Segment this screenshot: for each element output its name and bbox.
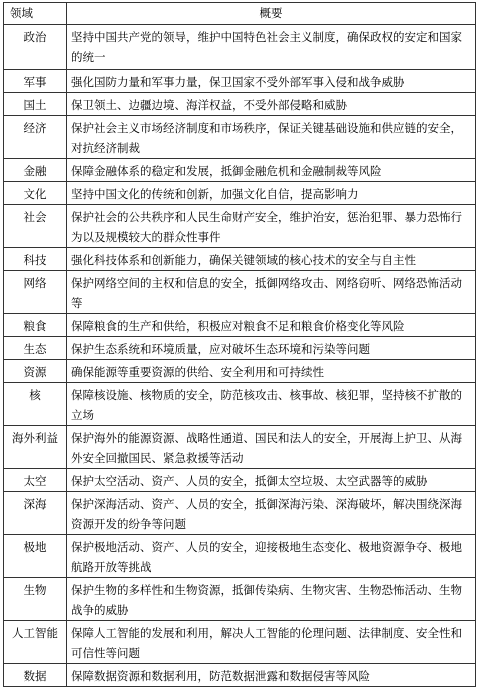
summary-cell: 保障粮食的生产和供给，积极应对粮食不足和粮食价格变化等风险: [67, 314, 476, 337]
domain-cell: 社会: [4, 205, 67, 248]
domain-cell: 核: [4, 383, 67, 426]
table-row: [4, 70, 476, 93]
security-domains-table: [3, 2, 476, 687]
domain-cell: 网络: [4, 271, 67, 314]
summary-cell: 保护网络空间的主权和信息的安全，抵御网络攻击、网络窃听、网络恐怖活动等: [67, 271, 476, 314]
table-row: [4, 182, 476, 205]
table-row: [4, 205, 476, 248]
table-row: [4, 621, 476, 664]
domain-cell: 金融: [4, 159, 67, 182]
table-row: [4, 360, 476, 383]
header-row: [4, 3, 476, 25]
table-row: [4, 383, 476, 426]
domain-cell: 科技: [4, 248, 67, 271]
table-row: [4, 248, 476, 271]
domain-cell: 生物: [4, 578, 67, 621]
summary-cell: 保护太空活动、资产、人员的安全，抵御太空垃圾、太空武器等的威胁: [67, 469, 476, 492]
summary-cell: 保护极地活动、资产、人员的安全，迎接极地生态变化、极地资源争夺、极地航路开放等挑战: [67, 535, 476, 578]
summary-cell: 保护社会的公共秩序和人民生命财产安全，维护治安，惩治犯罪、暴力恐怖行为以及规模较大的群众性事件: [67, 205, 476, 248]
summary-cell: 坚持中国文化的传统和创新，加强文化自信，提高影响力: [67, 182, 476, 205]
domain-cell: 海外利益: [4, 426, 67, 469]
table-row: [4, 93, 476, 116]
summary-cell: 保卫领土、边疆边境、海洋权益，不受外部侵略和威胁: [67, 93, 476, 116]
domain-cell: 极地: [4, 535, 67, 578]
table-row: [4, 664, 476, 687]
domain-cell: 政治: [4, 25, 67, 70]
domain-cell: 人工智能: [4, 621, 67, 664]
domain-cell: 军事: [4, 70, 67, 93]
summary-cell: 保护社会主义市场经济制度和市场秩序，保证关键基础设施和供应链的安全，对抗经济制裁: [67, 116, 476, 159]
summary-cell: 保护生物的多样性和生物资源，抵御传染病、生物灾害、生物恐怖活动、生物战争的威胁: [67, 578, 476, 621]
summary-cell: 保障数据资源和数据利用，防范数据泄露和数据侵害等风险: [67, 664, 476, 687]
domain-cell: 资源: [4, 360, 67, 383]
domain-cell: 粮食: [4, 314, 67, 337]
table-row: [4, 469, 476, 492]
header-summary: 概要: [67, 3, 476, 25]
domain-cell: 国土: [4, 93, 67, 116]
table-row: [4, 116, 476, 159]
summary-cell: 确保能源等重要资源的供给、安全利用和可持续性: [67, 360, 476, 383]
table-row: [4, 159, 476, 182]
summary-cell: 保障金融体系的稳定和发展，抵御金融危机和金融制裁等风险: [67, 159, 476, 182]
summary-cell: 保护海外的能源资源、战略性通道、国民和法人的安全，开展海上护卫、从海外安全回撤国民、紧急救援等活动: [67, 426, 476, 469]
summary-cell: 保护生态系统和环境质量，应对破坏生态环境和污染等问题: [67, 337, 476, 360]
table-row: [4, 337, 476, 360]
header-domain: 领域: [4, 3, 67, 25]
table-row: [4, 535, 476, 578]
domain-cell: 文化: [4, 182, 67, 205]
domain-cell: 深海: [4, 492, 67, 535]
table-row: [4, 25, 476, 70]
summary-cell: 保障核设施、核物质的安全，防范核攻击、核事故、核犯罪，坚持核不扩散的立场: [67, 383, 476, 426]
table-row: [4, 492, 476, 535]
summary-cell: 强化科技体系和创新能力，确保关键领域的核心技术的安全与自主性: [67, 248, 476, 271]
table-row: [4, 578, 476, 621]
domain-cell: 数据: [4, 664, 67, 687]
summary-cell: 保护深海活动、资产、人员的安全，抵御深海污染、深海破坏，解决围绕深海资源开发的纷争等问题: [67, 492, 476, 535]
table-row: [4, 426, 476, 469]
domain-cell: 经济: [4, 116, 67, 159]
domain-cell: 太空: [4, 469, 67, 492]
summary-cell: 强化国防力量和军事力量，保卫国家不受外部军事入侵和战争威胁: [67, 70, 476, 93]
table-row: [4, 314, 476, 337]
summary-cell: 保障人工智能的发展和利用，解决人工智能的伦理问题、法律制度、安全性和可信性等问题: [67, 621, 476, 664]
table-row: [4, 271, 476, 314]
summary-cell: 坚持中国共产党的领导，维护中国特色社会主义制度，确保政权的安定和国家的统一: [67, 25, 476, 70]
domain-cell: 生态: [4, 337, 67, 360]
